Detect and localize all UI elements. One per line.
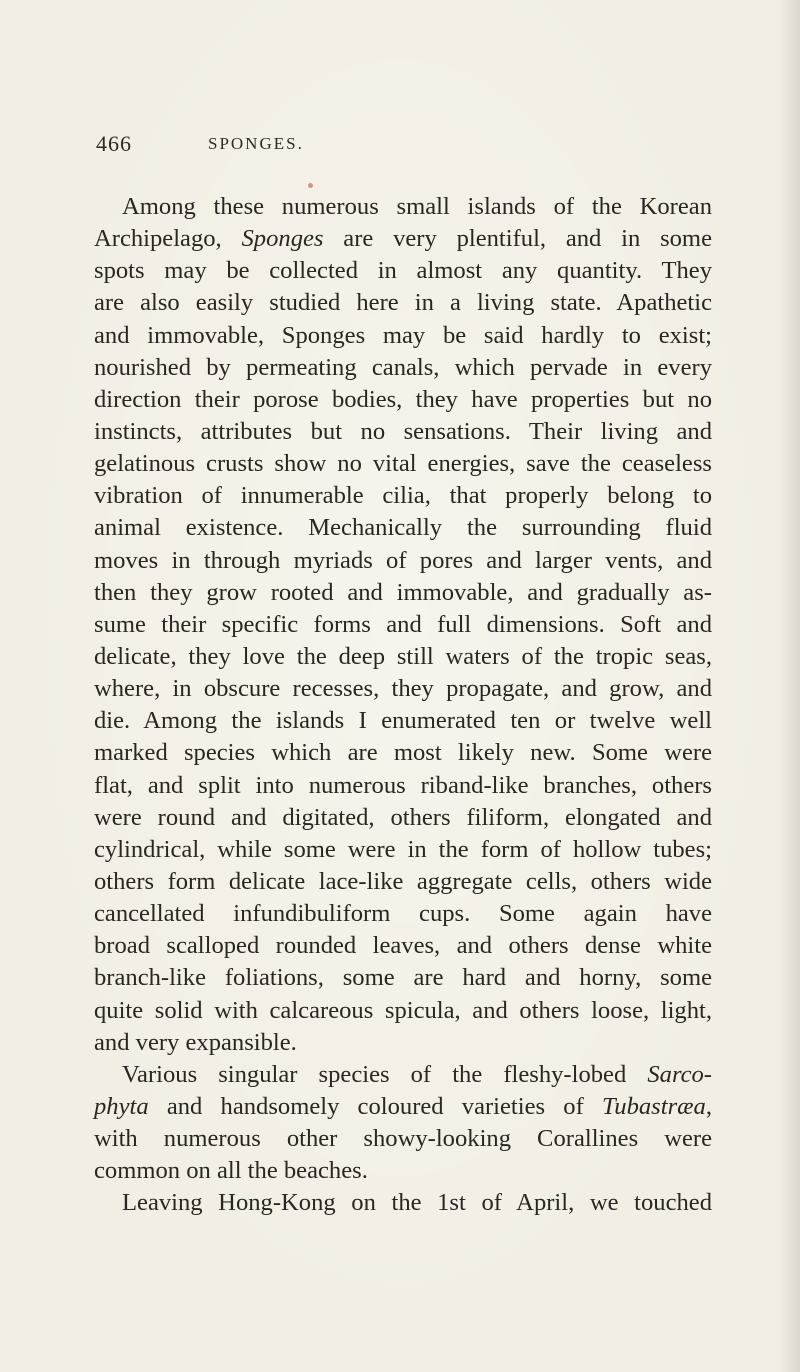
text-line (94, 480, 712, 512)
italic-term: Sponges (241, 225, 324, 253)
text-run: animal existence. Mechanically the surrounding fluid (94, 514, 712, 542)
text-line (94, 1155, 712, 1187)
running-head-title: SPONGES. (208, 134, 304, 153)
text-line (94, 223, 712, 255)
text-run: common on all the beaches. (94, 1157, 368, 1185)
text-run: gelatinous crusts show no vital energies, save the ceaseless (94, 450, 712, 478)
text-run: were round and digitated, others filiform, elongated and (94, 803, 712, 831)
text-run: then they grow rooted and immovable, and gradually as- (94, 578, 712, 606)
italic-term: Sarco- (647, 1060, 712, 1088)
text-run: flat, and split into numerous riband-like branches, others (94, 771, 712, 799)
text-run: , (705, 1092, 712, 1120)
text-line (94, 545, 712, 577)
text-line (94, 352, 712, 384)
text-run: spots may be collected in almost any quantity. They (94, 257, 712, 285)
text-line (94, 191, 712, 223)
text-run: with numerous other showy-looking Corallines were (94, 1125, 712, 1153)
text-run: die. Among the islands I enumerated ten or twelve well (94, 707, 712, 735)
text-run: Leaving Hong-Kong on the 1st of April, we touched (122, 1189, 712, 1217)
text-run: and immovable, Sponges may be said hardly to exist; (94, 321, 712, 349)
text-run: are very plentiful, and in some (323, 225, 712, 253)
text-run: delicate, they love the deep still waters of the tropic seas, (94, 642, 712, 670)
text-run: broad scalloped rounded leaves, and others dense white (94, 932, 712, 960)
text-run: sume their specific forms and full dimensions. Soft and (94, 610, 712, 638)
text-line (94, 577, 712, 609)
text-line (94, 1123, 712, 1155)
text-line (94, 866, 712, 898)
text-line (94, 962, 712, 994)
text-line (94, 770, 712, 802)
text-run: nourished by permeating canals, which pervade in every (94, 353, 712, 381)
page-number: 466 (96, 131, 132, 156)
text-line (94, 802, 712, 834)
text-run: direction their porose bodies, they have properties but no (94, 385, 712, 413)
text-run: Among these numerous small islands of the Korean (122, 193, 712, 220)
text-run: branch-like foliations, some are hard and horny, some (94, 964, 712, 992)
text-line (94, 930, 712, 962)
text-run: others form delicate lace-like aggregate cells, others wide (94, 867, 712, 895)
text-line (94, 705, 712, 737)
text-run: and handsomely coloured varieties of (148, 1092, 602, 1120)
text-run: Archipelago, (94, 225, 242, 253)
text-line (94, 898, 712, 930)
running-head (96, 131, 716, 165)
text-line (94, 641, 712, 673)
text-line (94, 512, 712, 544)
text-line (94, 1027, 712, 1059)
text-line (94, 255, 712, 287)
ink-speck (308, 183, 313, 188)
text-line (94, 448, 712, 480)
text-line (94, 1059, 712, 1091)
text-line (94, 673, 712, 705)
text-run: vibration of innumerable cilia, that properly belong to (94, 482, 712, 510)
text-line (94, 1091, 712, 1123)
text-line (94, 287, 712, 319)
text-run: Various singular species of the fleshy-lobed (122, 1060, 648, 1088)
text-run: marked species which are most likely new. Some were (94, 739, 712, 767)
text-line (94, 995, 712, 1027)
text-run: and very expansible. (94, 1028, 297, 1056)
text-line (94, 416, 712, 448)
text-line (94, 320, 712, 352)
text-run: cancellated infundibuliform cups. Some again have (94, 900, 712, 928)
text-run: instincts, attributes but no sensations. Their living and (94, 417, 712, 445)
text-run: are also easily studied here in a living state. Apathetic (94, 289, 712, 317)
text-run: moves in through myriads of pores and larger vents, and (94, 546, 712, 574)
italic-term: phyta (94, 1092, 149, 1120)
text-line (94, 737, 712, 769)
text-run: quite solid with calcareous spicula, and others loose, light, (94, 996, 712, 1024)
text-line (94, 834, 712, 866)
italic-term: Tubastræa (601, 1092, 706, 1120)
text-line (94, 1187, 712, 1219)
text-run: where, in obscure recesses, they propagate, and grow, and (94, 675, 712, 703)
text-line (94, 609, 712, 641)
body-text (94, 191, 712, 1220)
text-run: cylindrical, while some were in the form of hollow tubes; (94, 835, 712, 863)
text-line (94, 384, 712, 416)
page-edge-shadow (778, 0, 800, 1372)
